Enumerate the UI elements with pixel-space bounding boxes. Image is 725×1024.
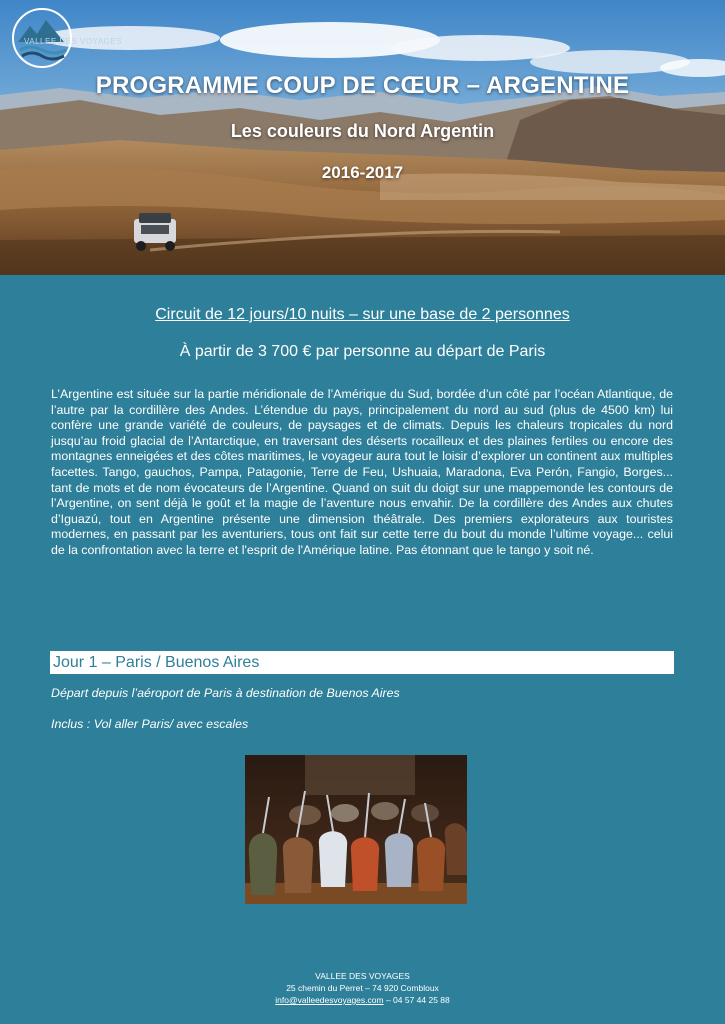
- circuit-summary: Circuit de 12 jours/10 nuits – sur une base de 2 personnes: [155, 306, 570, 323]
- logo-text: VALLEE DES VOYAGES: [24, 37, 123, 46]
- season-label: 2016-2017: [321, 163, 404, 182]
- day1-included: Inclus : Vol aller Paris/ avec escales: [51, 717, 249, 731]
- footer-address: 25 chemin du Perret – 74 920 Combloux: [286, 983, 439, 993]
- page-subtitle: Les couleurs du Nord Argentin: [230, 121, 495, 141]
- hero-banner: [0, 0, 725, 275]
- footer-phone: – 04 57 44 25 88: [383, 995, 450, 1005]
- page-title: PROGRAMME COUP DE CŒUR – ARGENTINE: [95, 72, 630, 99]
- mate-gourds-image: [245, 755, 467, 904]
- price-line: À partir de 3 700 € par personne au départ de Paris: [179, 343, 546, 360]
- footer-contact: [0, 994, 725, 1006]
- company-logo[interactable]: [10, 6, 123, 68]
- footer-company: VALLEE DES VOYAGES: [315, 971, 410, 981]
- intro-paragraph: L’Argentine est située sur la partie méridionale de l’Amérique du Sud, bordée d’un côté par l’océan Atlantique, de l’autre par la cordillère des Andes. L’étendue du pays, principalement du nord au sud (plus de 4500 km) lui confère une grande variété de couleurs, de paysages et de climats. Depuis les chaleurs tropicales du nord jusqu’au froid glacial de l’Antarctique, en traversant des déserts rocailleux et des plaines fertiles ou encore des montagnes enneigées et des côtes maritimes, le voyageur aura tout le loisir d’explorer un continent aux multiples facettes. Tango, gauchos, Pampa, Patagonie, Terre de Feu, Ushuaia, Maradona, Eva Perón, Fangio, Borges... tant de mots et de nom évocateurs de l’Argentine. Quand on suit du doigt sur une mappemonde les contours de l’Argentine, on sent déjà le goût et la magie de l’aventure nous envahir. De la cordillère des Andes aux chutes d’Iguazú, tout en Argentine présente une dimension théâtrale. Des premiers explorateurs aux touristes modernes, en passant par les aventuriers, tous ont fait sur cette terre du bout du monde l’ultime voyage... celui de la confrontation avec la terre et l'esprit de l'Amérique latine. Pas étonnant que le tango y soit né.: [51, 387, 673, 557]
- footer-email-link[interactable]: info@valleedesvoyages.com: [275, 995, 384, 1005]
- day1-departure: Départ depuis l’aéroport de Paris à destination de Buenos Aires: [51, 686, 400, 700]
- page-footer: [0, 970, 725, 1006]
- day1-heading: Jour 1 – Paris / Buenos Aires: [50, 651, 674, 674]
- mate-cups-photo: [245, 755, 467, 904]
